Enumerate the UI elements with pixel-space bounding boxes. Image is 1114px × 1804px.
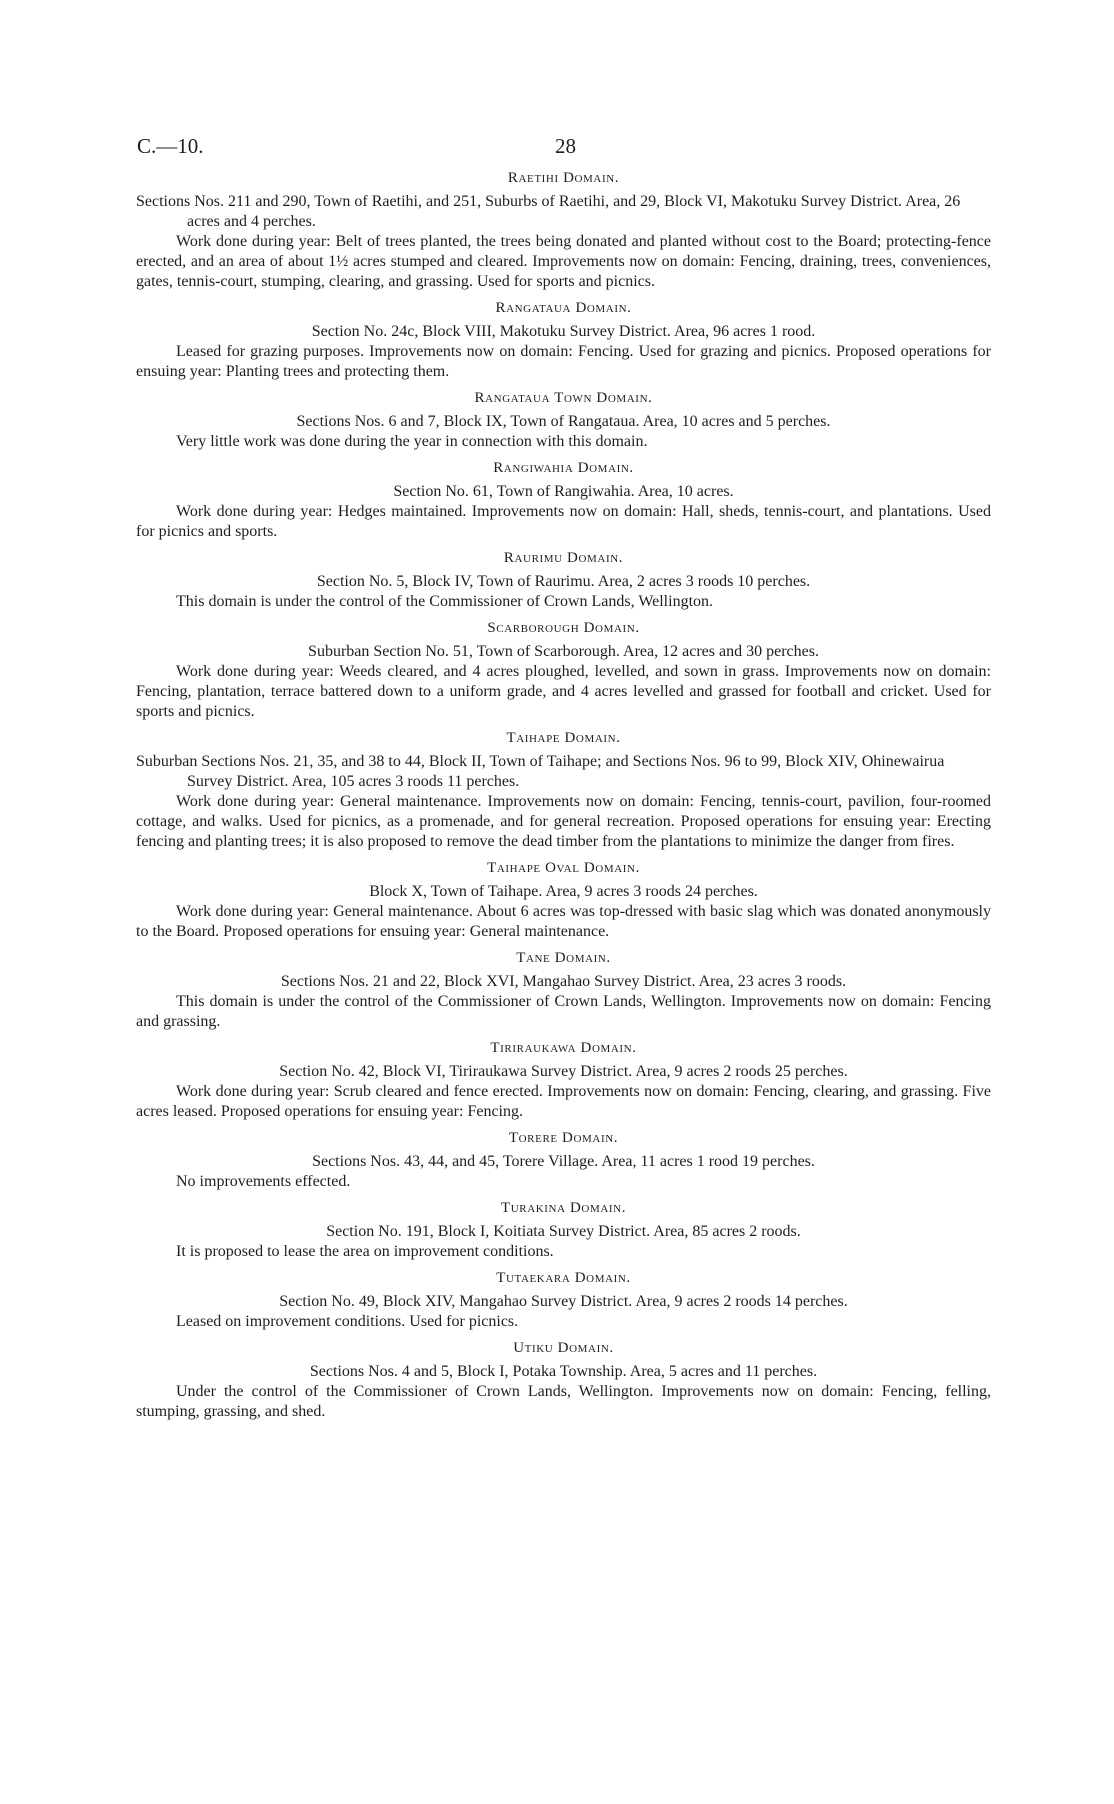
section-paragraph: Work done during year: General maintenance. Improvements now on domain: Fencing, tennis-court, pavilion, four-roomed cottage, and walks. Used for picnics, as a promenade, and for general recreation. Proposed operations for ensuing year: Erecting fencing and planting trees; it is also proposed to remove the dead timber from the plantations to minimize the danger from fires.	[136, 793, 991, 850]
section-paragraph: Leased for grazing purposes. Improvements now on domain: Fencing. Used for grazing and picnics. Proposed operations for ensuing year: Planting trees and protecting them.	[136, 343, 991, 380]
domain-section-torere	[136, 1128, 991, 1192]
section-title: Tiriraukawa Domain.	[490, 1040, 637, 1056]
section-description: Sections Nos. 6 and 7, Block IX, Town of Rangataua. Area, 10 acres and 5 perches.	[296, 413, 831, 430]
section-paragraph: This domain is under the control of the Commissioner of Crown Lands, Wellington. Improvements now on domain: Fencing and grassing.	[136, 993, 991, 1030]
section-paragraph: Work done during year: General maintenance. About 6 acres was top-dressed with basic slag which was donated anonymously to the Board. Proposed operations for ensuing year: General maintenance.	[136, 903, 991, 940]
section-description: Section No. 24c, Block VIII, Makotuku Survey District. Area, 96 acres 1 rood.	[311, 323, 816, 340]
section-title: Taihape Oval Domain.	[487, 860, 640, 876]
section-title: Turakina Domain.	[500, 1200, 627, 1216]
section-title: Rangiwahia Domain.	[493, 460, 634, 476]
section-description: Section No. 49, Block XIV, Mangahao Survey District. Area, 9 acres 2 roods 14 perches.	[279, 1293, 848, 1310]
domain-section-scarborough	[136, 618, 991, 722]
section-description: Sections Nos. 43, 44, and 45, Torere Village. Area, 11 acres 1 rood 19 perches.	[312, 1153, 815, 1170]
section-title: Rangataua Town Domain.	[474, 390, 653, 406]
section-paragraph: No improvements effected.	[176, 1173, 351, 1190]
domain-section-rangataua-town	[136, 388, 991, 452]
section-description: Sections Nos. 21 and 22, Block XVI, Mangahao Survey District. Area, 23 acres 3 roods.	[280, 973, 847, 990]
section-title: Taihape Domain.	[506, 730, 621, 746]
section-paragraph: Work done during year: Belt of trees planted, the trees being donated and planted without cost to the Board; protecting-fence erected, and an area of about 1½ acres stumped and cleared. Improvements now on domain: Fencing, draining, trees, conveniences, gates, tennis-court, stumping, clearing, and grassing. Used for sports and picnics.	[136, 233, 991, 290]
page-number: 28	[555, 134, 576, 158]
domain-section-rangataua	[136, 298, 991, 382]
section-description: Suburban Section No. 51, Town of Scarborough. Area, 12 acres and 30 perches.	[308, 643, 819, 660]
section-description: Sections Nos. 4 and 5, Block I, Potaka Township. Area, 5 acres and 11 perches.	[309, 1363, 818, 1380]
domain-section-tutaekara	[136, 1268, 991, 1332]
section-paragraph: Work done during year: Weeds cleared, and 4 acres ploughed, levelled, and sown in grass. Improvements now on domain: Fencing, plantation, terrace battered down to a uniform grade, and 4 acres levelled and grassed for football and cricket. Used for sports and picnics.	[136, 663, 991, 720]
domain-section-raurimu	[136, 548, 991, 612]
section-paragraph: Work done during year: Scrub cleared and fence erected. Improvements now on domain: Fencing, clearing, and grassing. Five acres leased. Proposed operations for ensuing year: Fencing.	[136, 1083, 991, 1120]
section-title: Raetihi Domain.	[507, 170, 620, 186]
document-code: C.—10.	[137, 134, 204, 158]
section-description: Section No. 191, Block I, Koitiata Survey District. Area, 85 acres 2 roods.	[326, 1223, 801, 1240]
domain-section-raetihi	[136, 168, 991, 292]
section-paragraph: This domain is under the control of the Commissioner of Crown Lands, Wellington.	[176, 593, 714, 610]
section-description: Section No. 5, Block IV, Town of Raurimu. Area, 2 acres 3 roods 10 perches.	[316, 573, 811, 590]
section-title: Tutaekara Domain.	[496, 1270, 631, 1286]
domain-section-rangiwahia	[136, 458, 991, 542]
section-paragraph: Work done during year: Hedges maintained. Improvements now on domain: Hall, sheds, tennis-court, and plantations. Used for picnics and sports.	[136, 503, 991, 540]
section-description: Section No. 61, Town of Rangiwahia. Area, 10 acres.	[393, 483, 734, 500]
domain-section-turakina	[136, 1198, 991, 1262]
section-description: Block X, Town of Taihape. Area, 9 acres 3 roods 24 perches.	[369, 883, 758, 900]
section-title: Scarborough Domain.	[487, 620, 640, 636]
domain-list	[136, 168, 991, 1428]
section-title: Raurimu Domain.	[503, 550, 624, 566]
section-title: Torere Domain.	[508, 1130, 619, 1146]
domain-section-tane	[136, 948, 991, 1032]
page-header	[137, 134, 977, 158]
section-description: Sections Nos. 211 and 290, Town of Raetihi, and 251, Suburbs of Raetihi, and 29, Block VI, Makotuku Survey District. Area, 26 acres and 4 perches.	[136, 193, 961, 230]
domain-section-taihape-oval	[136, 858, 991, 942]
section-description: Suburban Sections Nos. 21, 35, and 38 to 44, Block II, Town of Taihape; and Sections Nos. 96 to 99, Block XIV, Ohinewairua Survey District. Area, 105 acres 3 roods 11 perches.	[136, 753, 945, 790]
section-title: Rangataua Domain.	[495, 300, 632, 316]
section-title: Tane Domain.	[516, 950, 611, 966]
section-title: Utiku Domain.	[513, 1340, 614, 1356]
domain-section-utiku	[136, 1338, 991, 1422]
section-paragraph: Under the control of the Commissioner of Crown Lands, Wellington. Improvements now on domain: Fencing, felling, stumping, grassing, and shed.	[136, 1383, 991, 1420]
domain-section-tiriraukawa	[136, 1038, 991, 1122]
domain-section-taihape	[136, 728, 991, 852]
section-paragraph: Very little work was done during the year in connection with this domain.	[176, 433, 648, 450]
section-paragraph: Leased on improvement conditions. Used for picnics.	[176, 1313, 519, 1330]
section-description: Section No. 42, Block VI, Tiriraukawa Survey District. Area, 9 acres 2 roods 25 perches.	[279, 1063, 848, 1080]
section-paragraph: It is proposed to lease the area on improvement conditions.	[176, 1243, 554, 1260]
